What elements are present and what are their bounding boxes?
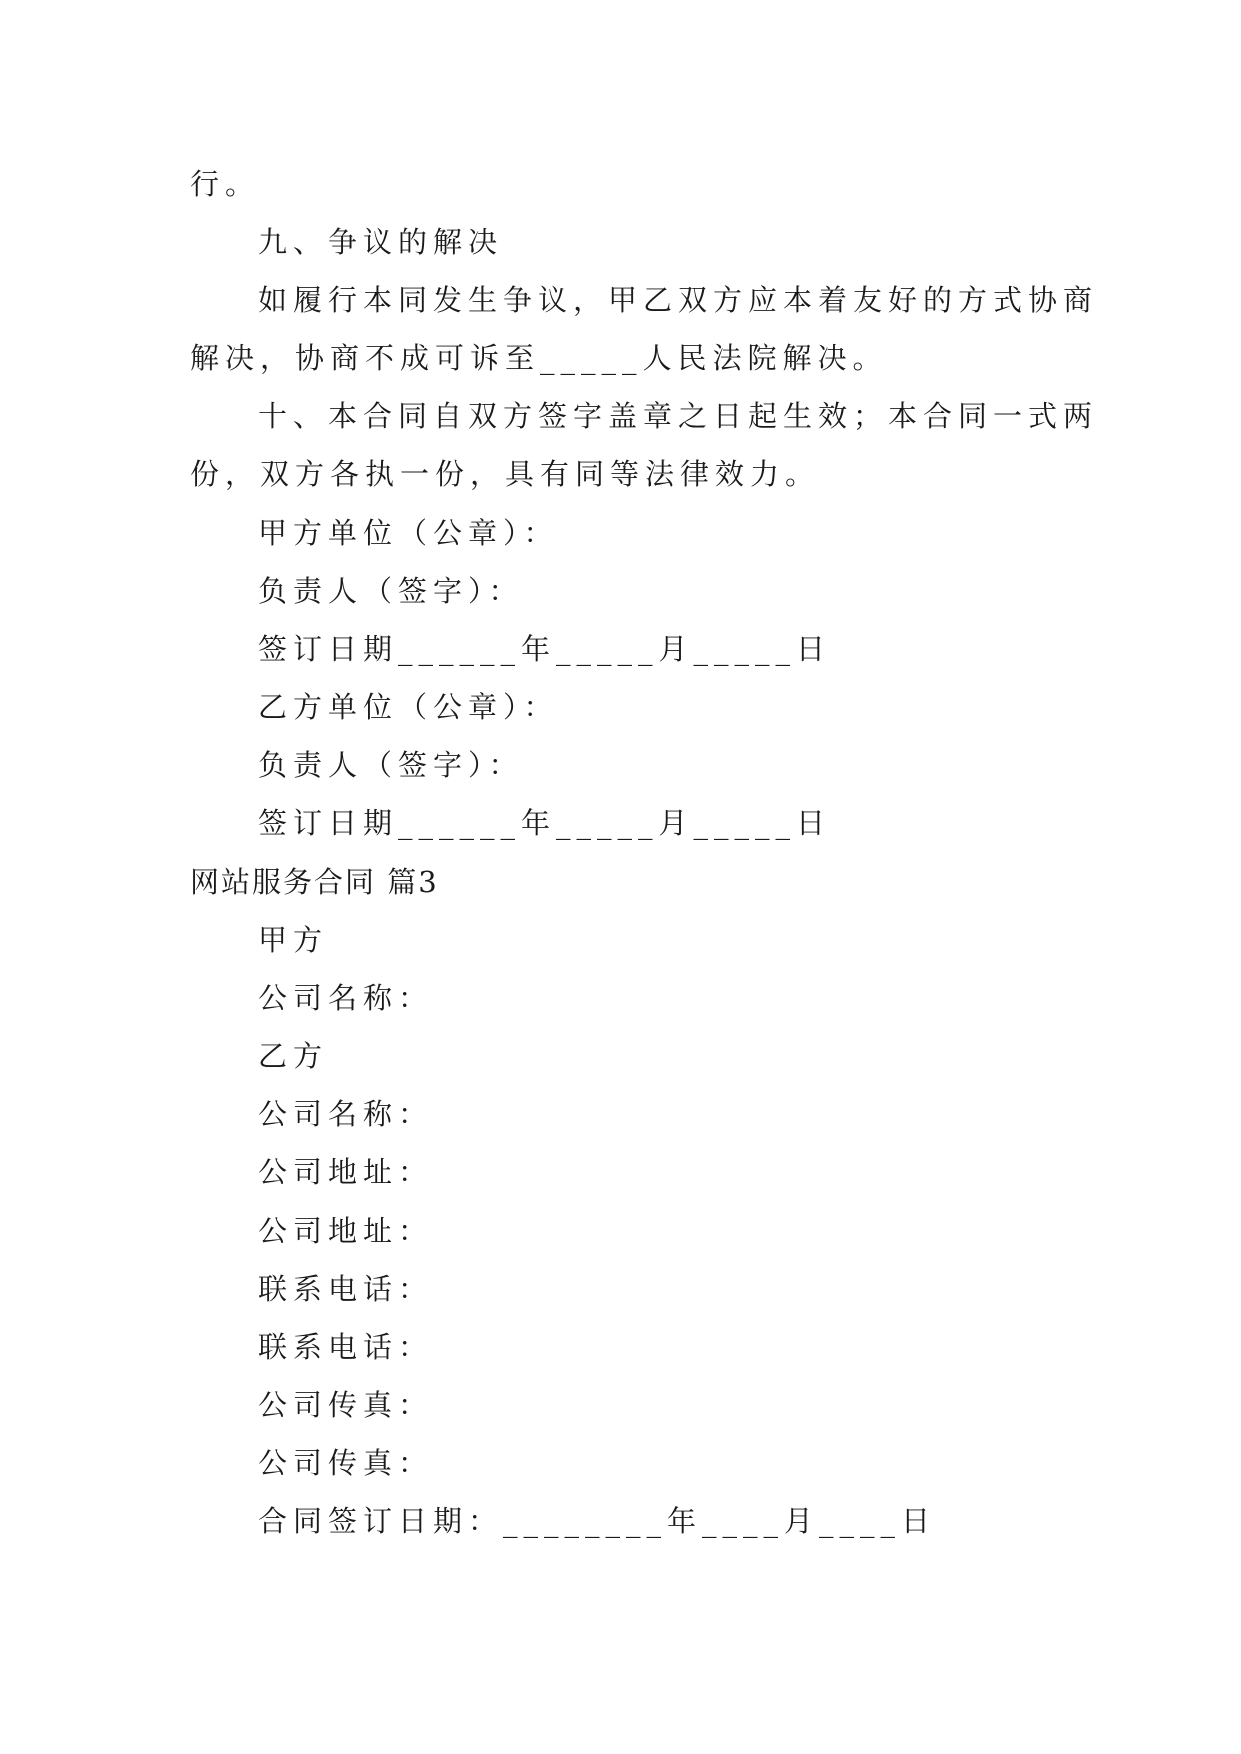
- party-a-date-line: 签订日期______年_____月_____日: [258, 632, 832, 666]
- paragraph-line: 份，双方各执一份，具有同等法律效力。: [190, 457, 821, 491]
- company-fax-label: 公司传真：: [258, 1446, 434, 1480]
- contract-title: 网站服务合同 篇3: [190, 865, 439, 899]
- paragraph-line: 解决，协商不成可诉至_____人民法院解决。: [190, 341, 888, 375]
- party-a-unit-label: 甲方单位（公章）：: [258, 516, 559, 550]
- company-name-label: 公司名称：: [258, 981, 434, 1015]
- party-a-signer-label: 负责人（签字）：: [258, 574, 524, 608]
- contact-phone-label: 联系电话：: [258, 1272, 434, 1306]
- contact-phone-label: 联系电话：: [258, 1330, 434, 1364]
- party-b-label: 乙方: [258, 1039, 329, 1073]
- company-name-label: 公司名称：: [258, 1097, 434, 1131]
- company-address-label: 公司地址：: [258, 1214, 434, 1248]
- party-a-label: 甲方: [258, 923, 329, 957]
- party-b-signer-label: 负责人（签字）：: [258, 748, 524, 782]
- contract-date-line: 合同签订日期：________年____月____日: [258, 1504, 937, 1538]
- party-b-date-line: 签订日期______年_____月_____日: [258, 806, 832, 840]
- company-fax-label: 公司传真：: [258, 1388, 434, 1422]
- paragraph-continuation: 行。: [190, 167, 261, 201]
- paragraph-line: 如履行本同发生争议，甲乙双方应本着友好的方式协商: [258, 283, 1099, 317]
- company-address-label: 公司地址：: [258, 1155, 434, 1189]
- party-b-unit-label: 乙方单位（公章）：: [258, 690, 559, 724]
- paragraph-line: 十、本合同自双方签字盖章之日起生效；本合同一式两: [258, 399, 1099, 433]
- section-heading-dispute: 九、争议的解决: [258, 225, 504, 259]
